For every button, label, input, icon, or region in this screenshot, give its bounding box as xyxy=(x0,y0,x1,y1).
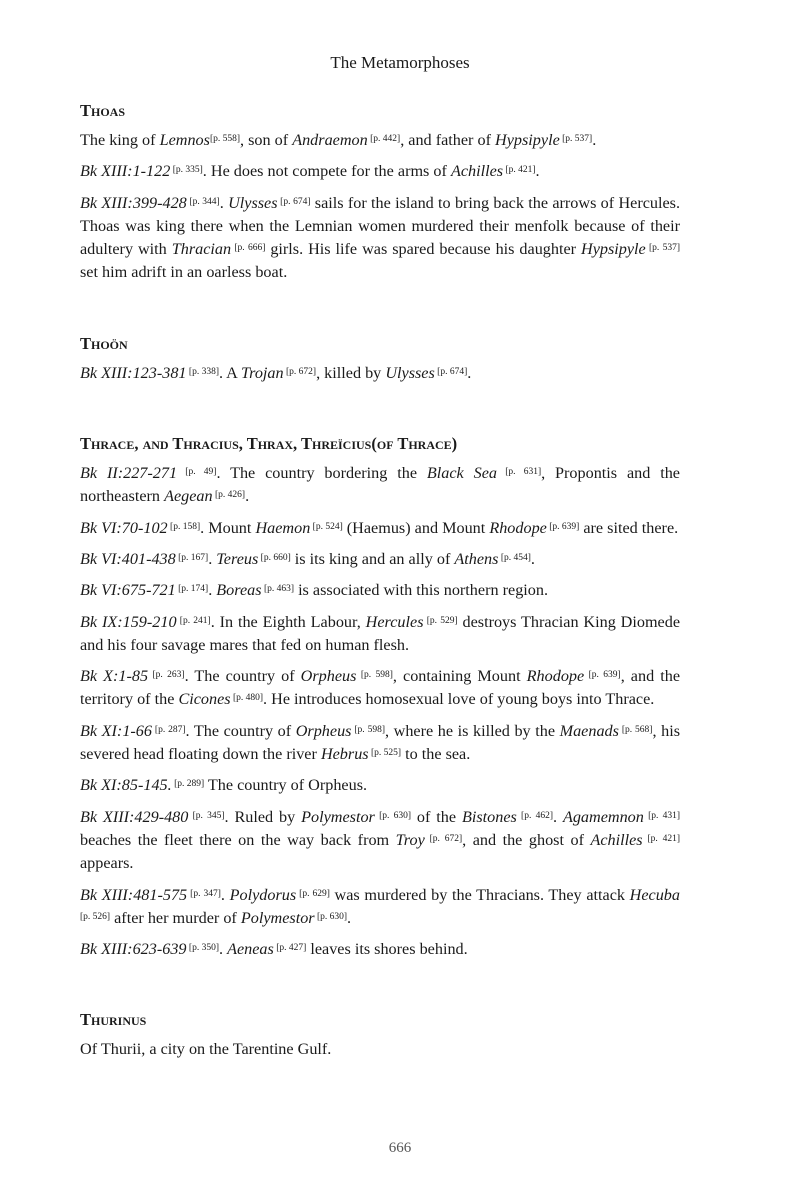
page-reference: [p. 660] xyxy=(258,552,291,563)
reference-term: Hebrus xyxy=(320,745,369,764)
body-text: The king of xyxy=(80,131,160,149)
reference-term: Polymestor xyxy=(301,807,375,826)
entry-paragraph xyxy=(80,160,680,183)
reference-term: Hypsipyle xyxy=(495,131,560,149)
page-reference: [p. 167] xyxy=(175,552,209,563)
entry-spacer xyxy=(80,293,680,333)
entry-title: Thoön xyxy=(80,333,128,353)
body-text: . Mount xyxy=(200,518,256,537)
page-reference: [p. 174] xyxy=(175,584,209,595)
running-head: The Metamorphoses xyxy=(330,53,470,72)
reference-term: Maenads xyxy=(559,721,619,740)
page-reference: [p. 426] xyxy=(212,490,246,501)
page-reference: [p. 598] xyxy=(356,670,393,681)
body-text: . xyxy=(552,807,563,826)
body-text: . The country of xyxy=(184,667,301,686)
body-text: . xyxy=(347,908,352,927)
body-text: sails for the island to bring back the arrows of Hercules. Thoas was king there when the Lemnian women murdered their menfolk because of their adultery with xyxy=(80,193,681,259)
glossary-entry xyxy=(80,433,680,961)
body-text: . xyxy=(592,131,597,149)
reference-term: Hypsipyle xyxy=(581,240,646,259)
page-reference: [p. 289] xyxy=(171,779,205,790)
page-reference: [p. 431] xyxy=(643,810,681,821)
body-text: was murdered by the Thracians. They attack xyxy=(329,885,630,904)
body-text: . xyxy=(467,363,472,382)
page-reference: [p. 263] xyxy=(148,670,185,681)
body-text: The country of Orpheus. xyxy=(204,776,368,795)
body-text: . He introduces homosexual love of young boys into Thrace. xyxy=(263,690,655,709)
body-text: is associated with this northern region. xyxy=(294,581,549,600)
page-reference: [p. 666] xyxy=(231,243,266,254)
reference-term: Thracian xyxy=(171,240,232,259)
glossary-content xyxy=(80,100,680,1070)
page-reference: [p. 480] xyxy=(230,693,264,704)
page-reference: [p. 558] xyxy=(209,134,241,144)
page-reference: [p. 631] xyxy=(497,467,542,478)
body-text: . xyxy=(530,549,535,568)
body-text: , his severed head floating down the river xyxy=(80,721,680,764)
body-text: beaches the fleet there on the way back from xyxy=(80,830,396,849)
page-reference: [p. 338] xyxy=(186,366,219,377)
body-text: . xyxy=(220,885,230,904)
entry-paragraph xyxy=(80,1038,680,1061)
body-text: , and the territory of the xyxy=(80,667,681,709)
reference-term: Bistones xyxy=(461,807,517,826)
reference-term: Tereus xyxy=(216,549,259,568)
reference-term: Orpheus xyxy=(295,721,352,740)
reference-term: Bk XI:1-66 xyxy=(80,721,152,740)
body-text: . xyxy=(219,193,229,212)
page-reference: [p. 568] xyxy=(618,724,653,735)
reference-term: Polydorus xyxy=(229,885,297,904)
glossary-entry xyxy=(80,1009,680,1061)
body-text: . xyxy=(245,487,250,506)
reference-term: Achilles xyxy=(450,162,504,181)
reference-term: Bk XIII:623-639 xyxy=(80,940,187,959)
reference-term: Agamemnon xyxy=(562,807,644,826)
reference-term: Bk XI:85-145. xyxy=(80,776,172,795)
reference-term: Haemon xyxy=(255,518,311,537)
reference-term: Ulysses xyxy=(385,363,435,382)
entry-paragraph xyxy=(80,806,680,876)
page-reference: [p. 421] xyxy=(642,833,681,844)
reference-term: Lemnos xyxy=(159,131,210,149)
body-text: after her murder of xyxy=(110,908,241,927)
page-reference: [p. 427] xyxy=(273,943,307,954)
reference-term: Bk X:1-85 xyxy=(80,667,149,686)
entry-paragraph xyxy=(80,517,680,540)
entry-paragraph xyxy=(80,129,680,152)
page-reference: [p. 345] xyxy=(188,810,225,821)
entry-paragraph xyxy=(80,611,680,658)
body-text: girls. His life was spared because his daughter xyxy=(265,240,581,259)
reference-term: Black Sea xyxy=(426,464,497,483)
reference-term: Bk XIII:399-428 xyxy=(80,193,187,212)
entry-paragraph xyxy=(80,579,680,602)
reference-term: Ulysses xyxy=(228,193,278,212)
body-text: , where he is killed by the xyxy=(385,721,560,740)
page-reference: [p. 529] xyxy=(423,615,458,626)
reference-term: Bk VI:401-438 xyxy=(80,549,176,568)
reference-term: Rhodope xyxy=(526,667,585,686)
reference-term: Bk XIII:123-381 xyxy=(80,363,187,382)
body-text: . The country bordering the xyxy=(216,464,427,483)
body-text: . xyxy=(535,162,540,181)
entry-paragraph xyxy=(80,462,680,509)
page-reference: [p. 454] xyxy=(498,552,531,563)
entry-title: Thoas xyxy=(80,101,126,120)
entry-paragraph xyxy=(80,548,680,571)
glossary-entry xyxy=(80,333,680,385)
reference-term: Cicones xyxy=(178,690,231,709)
page-reference: [p. 344] xyxy=(186,196,220,207)
body-text: Of Thurii, a city on the Tarentine Gulf. xyxy=(80,1040,332,1059)
page-reference: [p. 347] xyxy=(187,888,221,899)
page-reference: [p. 241] xyxy=(176,615,211,626)
reference-term: Bk VI:70-102 xyxy=(80,518,168,537)
body-text: (Haemus) and Mount xyxy=(342,518,490,537)
body-text: . Ruled by xyxy=(224,807,302,826)
entry-title: Thurinus xyxy=(80,1010,147,1030)
body-text: to the sea. xyxy=(401,745,471,764)
page-reference: [p. 350] xyxy=(186,943,219,954)
entry-spacer xyxy=(80,393,680,433)
reference-term: Bk XIII:1-122 xyxy=(80,162,171,181)
reference-term: Troy xyxy=(395,830,425,849)
reference-term: Rhodope xyxy=(489,518,547,537)
page-reference: [p. 598] xyxy=(351,724,386,735)
page-reference: [p. 674] xyxy=(277,196,311,207)
reference-term: Hercules xyxy=(365,612,424,631)
body-text: leaves its shores behind. xyxy=(306,940,468,959)
body-text: , and the ghost of xyxy=(462,830,591,849)
page-reference: [p. 525] xyxy=(368,748,402,759)
body-text: is its king and an ally of xyxy=(290,549,455,568)
body-text: . He does not compete for the arms of xyxy=(202,162,451,181)
body-text: . xyxy=(208,549,217,568)
page-reference: [p. 335] xyxy=(170,165,203,176)
page-reference: [p. 672] xyxy=(424,833,463,844)
page-reference: [p. 421] xyxy=(503,165,536,176)
reference-term: Aegean xyxy=(164,487,213,506)
glossary-entry xyxy=(80,100,680,285)
body-text: set him adrift in an oarless boat. xyxy=(80,263,288,282)
entry-title: Thrace, and Thracius, Thrax, Threïcius(of Thrace) xyxy=(80,434,458,454)
reference-term: Polymestor xyxy=(240,908,315,927)
body-text: . In the Eighth Labour, xyxy=(210,612,366,631)
entry-paragraph xyxy=(80,665,680,712)
page-reference: [p. 526] xyxy=(80,911,111,922)
page-reference: [p. 672] xyxy=(283,366,317,377)
body-text: . xyxy=(218,940,228,959)
body-text: , containing Mount xyxy=(392,667,527,686)
entry-paragraph xyxy=(80,720,680,767)
body-text: , and father of xyxy=(400,131,496,149)
page-reference: [p. 630] xyxy=(374,810,412,821)
page-reference: [p. 639] xyxy=(546,521,580,532)
body-text: destroys Thracian King Diomede and his four savage mares that fed on human flesh. xyxy=(80,612,681,654)
page-reference: [p. 629] xyxy=(296,888,330,899)
entry-paragraph xyxy=(80,774,680,797)
entry-paragraph xyxy=(80,938,680,961)
page-reference: [p. 158] xyxy=(167,521,201,532)
reference-term: Aeneas xyxy=(227,940,274,959)
page-reference: [p. 674] xyxy=(434,366,468,377)
reference-term: Bk II:227-271 xyxy=(80,464,178,483)
page-reference: [p. 462] xyxy=(516,810,553,821)
entry-paragraph xyxy=(80,884,680,931)
page-reference: [p. 524] xyxy=(310,521,343,532)
reference-term: Bk XIII:429-480 xyxy=(80,807,189,826)
entry-paragraph xyxy=(80,362,680,385)
page-reference: [p. 442] xyxy=(367,134,401,144)
reference-term: Orpheus xyxy=(300,667,357,686)
page-reference: [p. 537] xyxy=(645,243,680,254)
reference-term: Bk XIII:481-575 xyxy=(80,885,188,904)
reference-term: Bk VI:675-721 xyxy=(80,581,176,600)
page-reference: [p. 287] xyxy=(152,724,186,735)
body-text: . The country of xyxy=(185,721,296,740)
entry-spacer xyxy=(80,969,680,1009)
body-text: appears. xyxy=(80,854,134,873)
body-text: . xyxy=(208,581,217,600)
page-reference: [p. 463] xyxy=(261,584,295,595)
body-text: . A xyxy=(218,363,242,382)
reference-term: Andraemon xyxy=(292,131,368,149)
reference-term: Trojan xyxy=(241,363,284,382)
page-reference: [p. 639] xyxy=(584,670,621,681)
page-number: 666 xyxy=(388,1140,412,1156)
body-text: of the xyxy=(411,807,462,826)
reference-term: Boreas xyxy=(216,581,262,600)
page-reference: [p. 537] xyxy=(559,134,593,144)
body-text: , killed by xyxy=(316,363,386,382)
body-text: are sited there. xyxy=(579,518,679,537)
page-reference: [p. 630] xyxy=(314,911,348,922)
reference-term: Bk IX:159-210 xyxy=(80,612,177,631)
reference-term: Athens xyxy=(454,549,499,568)
entry-paragraph xyxy=(80,192,680,285)
reference-term: Hecuba xyxy=(629,885,680,904)
body-text: , son of xyxy=(240,131,293,149)
page-reference: [p. 49] xyxy=(177,467,217,478)
body-text: , Propontis and the northeastern xyxy=(80,464,680,506)
reference-term: Achilles xyxy=(590,830,643,849)
